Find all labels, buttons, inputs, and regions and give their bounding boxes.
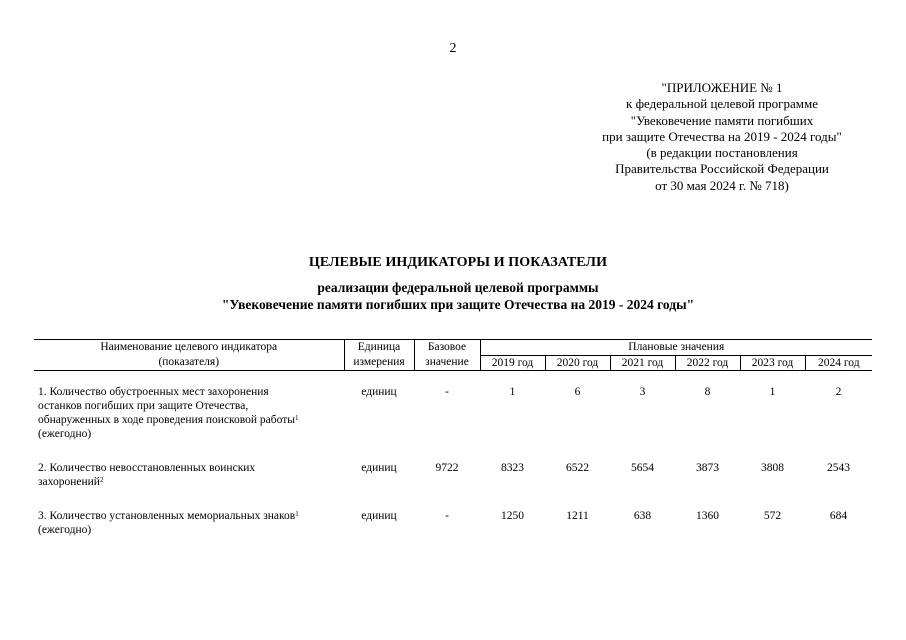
planned-value-cell: 1250: [501, 510, 524, 522]
indicator-name-line: (ежегодно): [38, 524, 92, 536]
indicator-name: [34, 509, 344, 537]
table-row: [34, 385, 872, 441]
footnote-marker: 1: [295, 510, 299, 518]
appendix-line: "ПРИЛОЖЕНИЕ № 1: [661, 80, 783, 95]
header-name-2: (показателя): [34, 355, 344, 371]
indicator-name-line: обнаруженных в ходе проведения поисковой работы$^1$: [38, 414, 299, 426]
indicator-name-line: 1. Количество обустроенных мест захоронения: [38, 386, 269, 398]
table-row: [34, 509, 872, 537]
appendix-line: (в редакции постановления: [646, 145, 798, 161]
header-base-2: значение: [414, 355, 480, 371]
planned-value-cell: 1360: [696, 510, 719, 522]
indicators-table: [34, 339, 872, 537]
planned-value-cell: 2: [835, 386, 842, 398]
indicator-name-line: (ежегодно): [38, 428, 92, 440]
gap-row: [34, 489, 872, 509]
planned-value-cell: 1211: [566, 510, 589, 522]
header-unit-2: измерения: [344, 355, 414, 371]
header-name: Наименование целевого индикатора: [34, 340, 344, 356]
gap-row: [34, 441, 872, 461]
base-value-cell: 9722: [435, 462, 459, 474]
appendix-line: Правительства Российской Федерации: [615, 161, 829, 177]
planned-value-cell: 8: [704, 386, 711, 398]
header-year: 2024 год: [805, 355, 872, 371]
unit-cell: единиц: [361, 462, 397, 474]
planned-value-cell: 1: [769, 386, 776, 398]
header-year: 2023 год: [740, 355, 805, 371]
planned-value-cell: 3873: [696, 462, 719, 474]
planned-value-cell: 3808: [761, 462, 784, 474]
subtitle-line-1: реализации федеральной целевой программы: [317, 280, 599, 295]
header-year: 2021 год: [610, 355, 675, 371]
header-year: 2022 год: [675, 355, 740, 371]
indicator-name-line: 3. Количество установленных мемориальных знаков$^1$: [38, 510, 299, 522]
spacer-row: [34, 371, 872, 386]
planned-value-cell: 572: [763, 510, 782, 522]
indicator-name: [34, 385, 344, 441]
document-subtitle: [0, 279, 906, 313]
document-title: ЦЕЛЕВЫЕ ИНДИКАТОРЫ И ПОКАЗАТЕЛИ: [308, 255, 608, 270]
planned-value-cell: 1: [509, 386, 516, 398]
planned-value-cell: 638: [633, 510, 652, 522]
page-number: 2: [449, 41, 457, 56]
indicator-name-line: захоронений$^2$: [38, 476, 104, 488]
appendix-header: [540, 80, 904, 194]
base-value-cell: -: [445, 510, 449, 522]
subtitle-line-2: "Увековечение памяти погибших при защите Отечества на 2019 - 2024 годы": [221, 297, 695, 312]
unit-cell: единиц: [361, 386, 397, 398]
planned-value-cell: 5654: [631, 462, 654, 474]
indicator-name-line: 2. Количество невосстановленных воинских: [38, 462, 256, 474]
header-unit: Единица: [344, 340, 414, 356]
planned-value-cell: 684: [829, 510, 848, 522]
header-year: 2019 год: [480, 355, 545, 371]
planned-value-cell: 2543: [827, 462, 851, 474]
base-value-cell: -: [445, 386, 449, 398]
appendix-line: от 30 мая 2024 г. № 718): [655, 177, 789, 193]
table-row: [34, 461, 872, 489]
indicator-name-line: останков погибших при защите Отечества,: [38, 400, 249, 412]
planned-value-cell: 3: [639, 386, 646, 398]
unit-cell: единиц: [361, 510, 397, 522]
planned-value-cell: 6522: [566, 462, 589, 474]
planned-value-cell: 6: [574, 386, 581, 398]
header-planned-values: Плановые значения: [480, 340, 872, 356]
footnote-marker: 2: [99, 476, 104, 484]
indicator-name: [34, 461, 344, 489]
appendix-line: к федеральной целевой программе: [626, 96, 818, 112]
appendix-line: при защите Отечества на 2019 - 2024 годы": [602, 128, 842, 144]
table-body: [34, 371, 872, 538]
appendix-line: "Увековечение памяти погибших: [630, 112, 814, 128]
header-base: Базовое: [414, 340, 480, 356]
planned-value-cell: 8323: [501, 462, 524, 474]
footnote-marker: 1: [294, 414, 299, 422]
header-year: 2020 год: [545, 355, 610, 371]
